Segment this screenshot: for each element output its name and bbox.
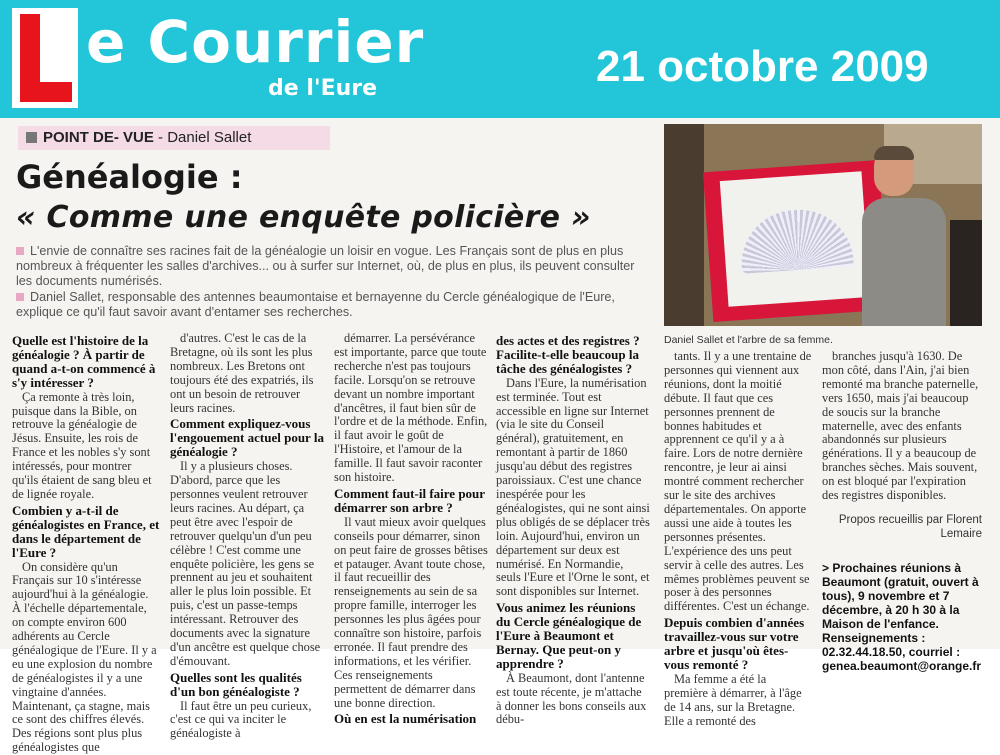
pink-bullet-icon: [16, 293, 24, 301]
photo-caption: Daniel Sallet et l'arbre de sa femme.: [664, 334, 984, 346]
answer-paragraph: Il vaut mieux avoir quelques conseils pour démarrer, sinon on peut faire de grosses bêtises et patauger. Avant toute chose, il faut recueillir des renseignements au sein de sa propre famille, interroger les personnes les plus âgées pour connaître son histoire, parfois erronée. Il faut prendre des informations, et les vérifier. Ces renseignements permettent de démarrer dans une bonne direction.: [334, 516, 488, 711]
square-bullet-icon: [26, 132, 37, 143]
answer-paragraph: tants. Il y a une trentaine de personnes qui viennent aux réunions, dont la moitié débute. Il faut que ces personnes prennent de bonnes habitudes et apprennent ce qu'il y a à faire. Lors de notre dernière rencontre, je leur ai ainsi montré comment rechercher sur le site des archives départementales. On apporte aussi une aide à toutes les personnes présentes. L'expérience des uns peut servir à celle des autres. Les mêmes problèmes peuvent se poser à des personnes différentes. C'est un échange.: [664, 350, 812, 614]
question-heading: des actes et des registres ? Facilite-t-elle beaucoup la tâche des généalogistes ?: [496, 334, 650, 376]
answer-paragraph: Il faut être un peu curieux, c'est ce qui va inciter le généalogiste à: [170, 700, 326, 742]
text-column-1: [12, 332, 160, 755]
question-heading: Depuis combien d'années travaillez-vous sur votre arbre et jusqu'où êtes-vous remonté ?: [664, 616, 812, 672]
question-heading: Où en est la numérisation: [334, 712, 488, 726]
meeting-info: > Prochaines réunions à Beaumont (gratuit, ouvert à tous), 9 novembre et 7 décembre, à 20 h 30 à la Maison de l'enfance. Renseignements : 02.32.44.18.50, courriel : genea.beaumont@orange.fr: [822, 561, 982, 673]
question-heading: Vous animez les réunions du Cercle généalogique de l'Eure à Beaumont et Bernay. Que peut-on y apprendre ?: [496, 601, 650, 671]
answer-paragraph: Ma femme a été la première à démarrer, à l'âge de 14 ans, sur la Bretagne. Elle a remonté des: [664, 673, 812, 729]
answer-paragraph: branches jusqu'à 1630. De mon côté, dans l'Ain, j'ai bien remonté ma branche paternelle, vers 1650, mais j'ai beaucoup de soucis sur la branche maternelle, avec des enfants abandonnés sur plusieurs générations. Il y a beaucoup de branches sèches. Mais souvent, on est bloqué par l'expiration des registres disponibles.: [822, 350, 982, 503]
question-heading: Comment expliquez-vous l'engouement actuel pour la généalogie ?: [170, 417, 326, 459]
text-column-5: [664, 350, 812, 728]
headline-line-2: « Comme une enquête policière »: [16, 200, 591, 235]
text-column-2: [170, 332, 326, 741]
text-column-6: [822, 350, 982, 673]
question-heading: Quelles sont les qualités d'un bon généalogiste ?: [170, 671, 326, 699]
newspaper-subtitle: de l'Eure: [268, 76, 377, 101]
article-clipping: [0, 118, 1000, 649]
text-column-4: [496, 332, 650, 727]
answer-paragraph: Il y a plusieurs choses. D'abord, parce que les personnes veulent retrouver leurs racines. Au départ, ça peut être avec l'espoir de retrouver quelqu'un d'un peu célèbre ! C'est comme une enquête policière, les gens se prennent au jeu et souhaitent aller le plus loin possible. Et puis, c'est un passe-temps intéressant. Retrouver des documents avec la signature d'un ancêtre est quelque chose d'émouvant.: [170, 460, 326, 669]
rubric-bar: [18, 126, 330, 150]
newspaper-logo: [12, 8, 78, 108]
masthead-banner: [0, 0, 1000, 118]
publication-date: 21 octobre 2009: [596, 42, 929, 92]
pink-bullet-icon: [16, 247, 24, 255]
answer-paragraph: À Beaumont, dont l'antenne est toute récente, je m'attache à donner les bons conseils aux débu-: [496, 672, 650, 728]
answer-paragraph: Ça remonte à très loin, puisque dans la Bible, on retrouve la généalogie de Jésus. Ensuite, les rois de France et les nobles s'y sont intéressés, pour montrer qu'ils étaient de sang bleu et de lignée royale.: [12, 391, 160, 502]
answer-paragraph: démarrer. La persévérance est importante, parce que toute recherche n'est pas toujours facile. Lorsqu'on se retrouve devant un nombre important d'ancêtres, il faut bien sûr de l'ordre et de la méthode. Enfin, il faut avoir le goût de l'Histoire, et l'amour de la famille. Il faut savoir raconter son histoire.: [334, 332, 488, 485]
portrait-daniel-sallet: [860, 146, 950, 326]
question-heading: Quelle est l'histoire de la généalogie ? À partir de quand a-t-on commencé à s'y intéresser ?: [12, 334, 160, 390]
logo-l-icon: [14, 10, 76, 106]
chapeau-text-1: L'envie de connaître ses racines fait de la généalogie un loisir en vogue. Les Français sont de plus en plus nombreux à fréquenter les salles d'archives... ou à surfer sur Internet, où, de plus en plus, ils peuvent consulter les documents numérisés.: [16, 244, 634, 288]
answer-paragraph: On considère qu'un Français sur 10 s'intéresse aujourd'hui à la généalogie. À l'échelle départementale, on compte environ 600 adhérents au Cercle généalogique de l'Eure. Il y a eu une explosion du nombre de généalogistes il y a une vingtaine d'années. Maintenant, ça stagne, mais ce sont des chiffres élevés. Des régions sont plus plus généalogistes que: [12, 561, 160, 755]
headline-line-1: Généalogie :: [16, 158, 243, 196]
chapeau-text-2: Daniel Sallet, responsable des antennes beaumontaise et bernayenne du Cercle généalogique de l'Eure, explique ce qu'il faut savoir avant d'entamer ses recherches.: [16, 290, 615, 319]
newspaper-title: e Courrier: [86, 8, 424, 76]
question-heading: Comment faut-il faire pour démarrer son arbre ?: [334, 487, 488, 515]
interview-credit: Propos recueillis par Florent Lemaire: [822, 513, 982, 541]
rubric-author: - Daniel Sallet: [154, 129, 252, 146]
chapeau-paragraph-2: [16, 290, 648, 320]
text-column-3: [334, 332, 488, 727]
chapeau-paragraph-1: [16, 244, 648, 289]
question-heading: Combien y a-t-il de généalogistes en France, et dans le département de l'Eure ?: [12, 504, 160, 560]
answer-paragraph: d'autres. C'est le cas de la Bretagne, où ils sont les plus nombreux. Les Bretons ont toujours été des expatriés, ils ont un besoin de retrouver leurs racines.: [170, 332, 326, 415]
rubric-label: POINT DE- VUE: [43, 129, 154, 146]
article-photo: [664, 124, 982, 326]
answer-paragraph: Dans l'Eure, la numérisation est terminée. Tout est accessible en ligne sur Internet (via le site du Conseil général), gratuitement, en remontant à partir de 1860 jusqu'au début des registres paroissiaux. C'est une chance inespérée pour les généalogistes, qui ne sont ainsi plus obligés de se déplacer très loin. Aujourd'hui, environ un département sur deux est numérisé. En Normandie, seuls l'Eure et l'Orne le sont, et sont disponibles sur Internet.: [496, 377, 650, 600]
